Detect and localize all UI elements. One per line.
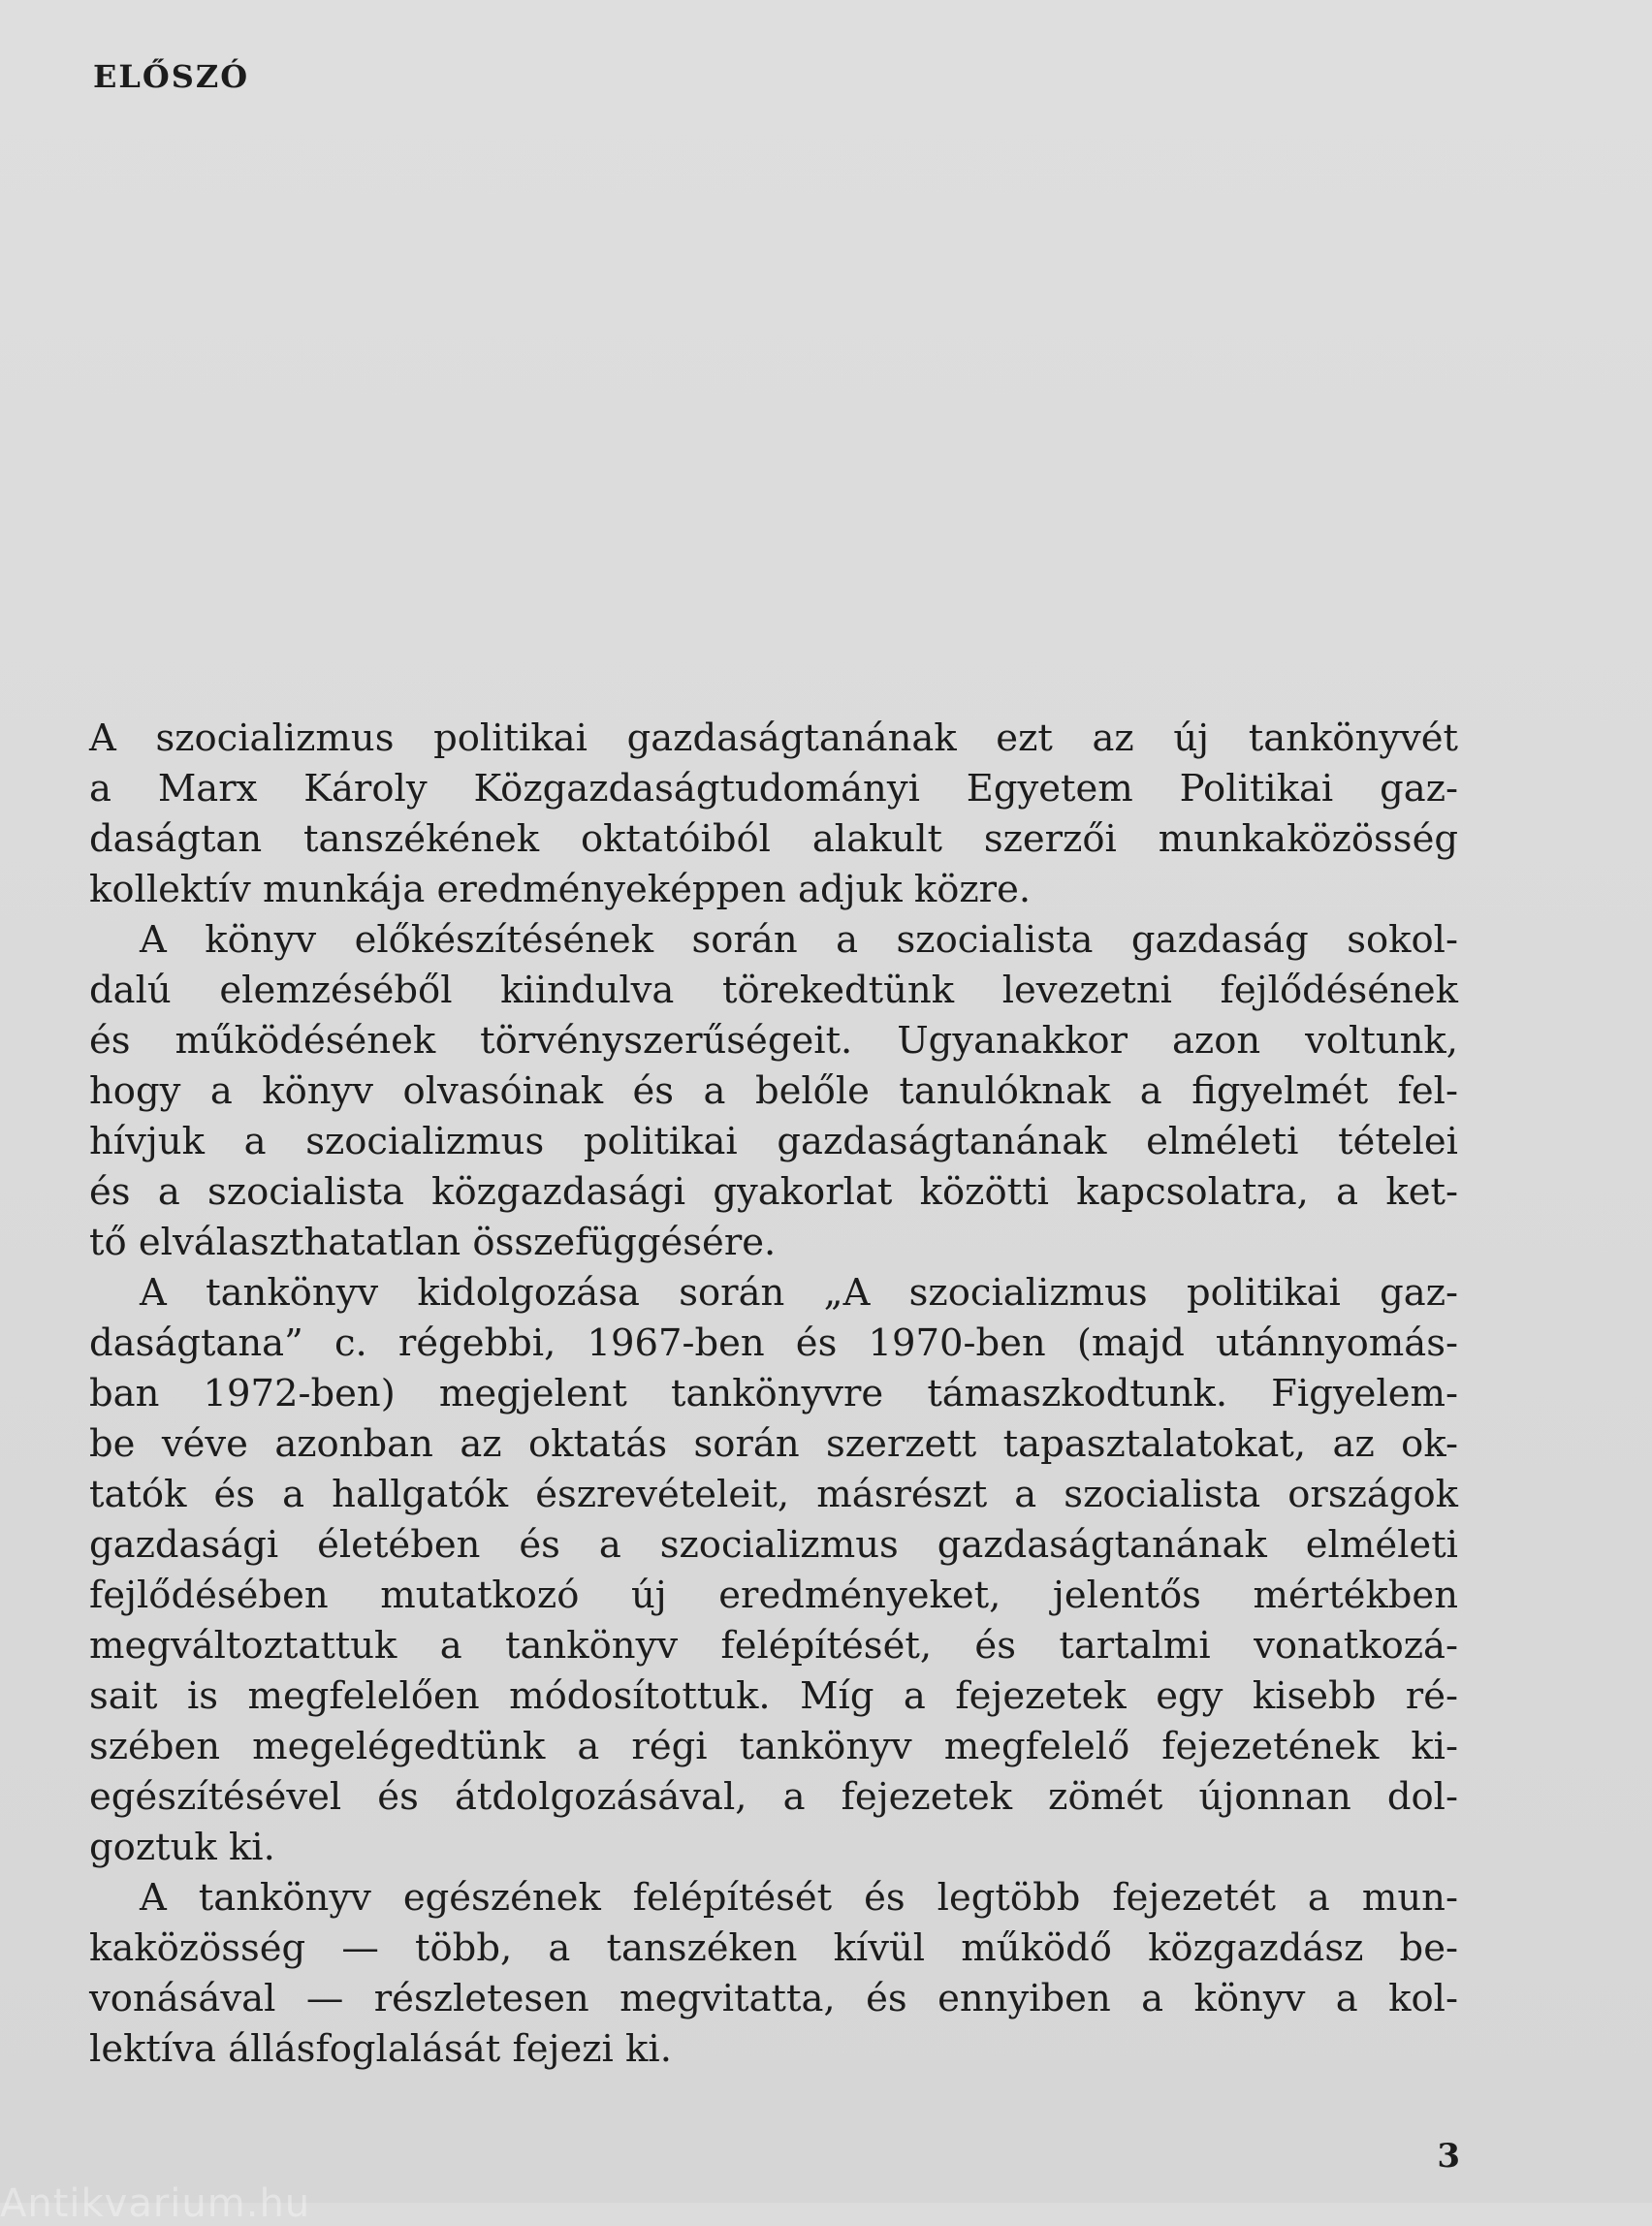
page-title: ELŐSZÓ — [93, 58, 250, 95]
text-line: tatók és a hallgatók észrevételeit, másrészt a szocialista országok — [89, 1473, 1458, 1516]
paragraph-4 — [89, 1873, 1458, 2075]
text-line: vonásával — részletesen megvitatta, és ennyiben a könyv a kol- — [89, 1977, 1458, 2020]
text-line: és a szocialista közgazdasági gyakorlat közötti kapcsolatra, a ket- — [89, 1170, 1458, 1214]
text-line: megváltoztattuk a tankönyv felépítését, és tartalmi vonatkozá- — [89, 1624, 1458, 1668]
text-line: fejlődésében mutatkozó új eredményeket, jelentős mértékben — [89, 1574, 1458, 1617]
text-line: egészítésével és átdolgozásával, a fejezetek zömét újonnan dol- — [89, 1775, 1458, 1819]
paragraph-3 — [89, 1268, 1458, 1873]
text-line: daságtana” c. régebbi, 1967-ben és 1970-ben (majd utánnyomás- — [89, 1321, 1458, 1365]
text-line: gazdasági életében és a szocializmus gazdaságtanának elméleti — [89, 1523, 1458, 1567]
watermark: Antikvarium.hu — [0, 2181, 311, 2226]
text-line: A könyv előkészítésének során a szocialista gazdaság sokol- — [140, 918, 1458, 962]
text-line: dalú elemzéséből kiindulva törekedtünk levezetni fejlődésének — [89, 969, 1458, 1012]
text-line: ban 1972-ben) megjelent tankönyvre támaszkodtunk. Figyelem- — [89, 1372, 1458, 1415]
text-line: tő elválaszthatatlan összefüggésére. — [89, 1221, 777, 1264]
text-line: sait is megfelelően módosítottuk. Míg a fejezetek egy kisebb ré- — [89, 1674, 1458, 1718]
text-line: kollektív munkája eredményeképpen adjuk közre. — [89, 868, 1032, 911]
text-line: daságtan tanszékének oktatóiból alakult szerzői munkaközösség — [89, 817, 1458, 861]
text-line: goztuk ki. — [89, 1826, 275, 1869]
text-line: kaközösség — több, a tanszéken kívül működő közgazdász be- — [89, 1926, 1458, 1970]
text-line: szében megelégedtünk a régi tankönyv megfelelő fejezetének ki- — [89, 1725, 1458, 1768]
text-line: a Marx Károly Közgazdaságtudományi Egyetem Politikai gaz- — [89, 767, 1458, 811]
paragraph-1 — [89, 714, 1458, 915]
text-line: hogy a könyv olvasóinak és a belőle tanulóknak a figyelmét fel- — [89, 1069, 1458, 1113]
text-line: be véve azonban az oktatás során szerzett tapasztalatokat, az ok- — [89, 1422, 1458, 1466]
page-number: 3 — [1437, 2137, 1460, 2176]
text-line: és működésének törvényszerűségeit. Ugyanakkor azon voltunk, — [89, 1019, 1458, 1063]
text-line: lektíva állásfoglalását fejezi ki. — [89, 2027, 672, 2071]
text-line: hívjuk a szocializmus politikai gazdaságtanának elméleti tételei — [89, 1120, 1458, 1163]
paragraph-2 — [89, 915, 1458, 1268]
text-line: A tankönyv kidolgozása során „A szocializmus politikai gaz- — [140, 1271, 1458, 1315]
text-line: A tankönyv egészének felépítését és legtöbb fejezetét a mun- — [140, 1876, 1458, 1920]
text-line: A szocializmus politikai gazdaságtanának ezt az új tankönyvét — [89, 716, 1458, 760]
body-text — [89, 714, 1458, 2075]
